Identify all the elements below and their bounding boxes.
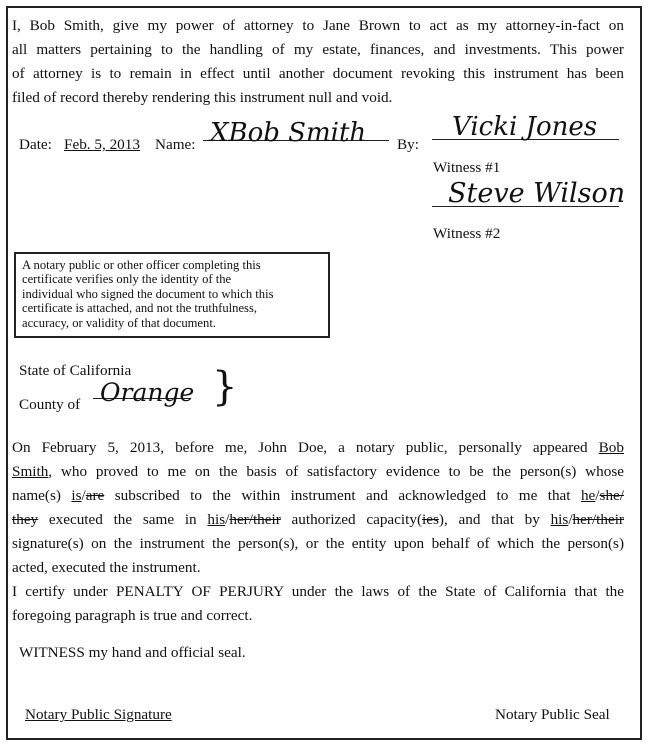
ack-slash: / <box>225 511 230 528</box>
witness1-label: Witness #1 <box>433 159 501 176</box>
intro-paragraph <box>12 14 624 110</box>
ack-she: she/ <box>599 487 624 504</box>
intro-line: I, Bob Smith, give my power of attorney to Jane Brown to act as my attorney-in-fact on <box>12 17 624 34</box>
venue-state: State of California <box>19 362 132 379</box>
ack-they: they <box>12 511 39 528</box>
ack-text: ), and that by <box>438 511 551 528</box>
ack-text: executed the same in <box>38 511 208 528</box>
date-label: Date: <box>19 136 52 153</box>
ack-text: , who proved to me on the basis of satisfactory evidence to be the person(s) whose <box>48 463 624 480</box>
notary-signature-label: Notary Public Signature <box>25 706 172 723</box>
ack-his-2: his <box>550 511 569 528</box>
certify-line: I certify under PENALTY OF PERJURY under the laws of the State of California that the <box>12 583 624 600</box>
intro-line: filed of record thereby rendering this instrument null and void. <box>12 89 393 106</box>
notice-line: individual who signed the document to which this <box>22 286 274 301</box>
ack-line: signature(s) on the instrument the person(s), or the entity upon behalf of which the person(s) <box>12 535 624 552</box>
county-label: County of <box>19 396 81 413</box>
by-label: By: <box>397 136 419 153</box>
intro-line: all matters pertaining to the handling of my estate, finances, and investments. This power <box>12 41 624 58</box>
witness1-signature: Vicki Jones <box>452 112 598 142</box>
venue-brace: } <box>212 364 238 410</box>
ack-text: On February 5, 2013, before me, John Doe, a notary public, personally appeared <box>12 439 599 456</box>
ack-her-their-2: her/their <box>572 511 624 528</box>
ack-line <box>12 460 624 484</box>
ack-his: his <box>207 511 226 528</box>
name-signature: XBob Smith <box>210 118 367 148</box>
ack-text: authorized capacity( <box>280 511 423 528</box>
ack-slash: / <box>568 511 573 528</box>
witness2-label: Witness #2 <box>433 225 501 242</box>
intro-line: of attorney is to remain in effect until another document revoking this instrument has been <box>12 65 624 82</box>
ack-are: are <box>85 487 105 504</box>
ack-her-their: her/their <box>229 511 281 528</box>
ack-name-first: Bob <box>598 439 624 456</box>
ack-line <box>12 508 624 532</box>
ack-line <box>12 484 624 508</box>
witness-hand-statement: WITNESS my hand and official seal. <box>19 644 246 661</box>
certify-paragraph <box>12 580 624 628</box>
date-value: Feb. 5, 2013 <box>64 136 140 153</box>
ack-text: name(s) <box>12 487 72 504</box>
ack-ies: ies <box>422 511 439 528</box>
notary-seal-label: Notary Public Seal <box>495 706 610 723</box>
ack-line <box>12 436 624 460</box>
ack-text: subscribed to the within instrument and acknowledged to me that <box>104 487 581 504</box>
ack-slash: / <box>595 487 600 504</box>
county-value: Orange <box>100 378 195 407</box>
notice-line: A notary public or other officer completing this <box>22 258 261 272</box>
notice-line: certificate is attached, and not the truthfulness, <box>22 301 257 316</box>
notice-line: accuracy, or validity of that document. <box>22 315 216 330</box>
witness2-signature: Steve Wilson <box>448 178 626 209</box>
ack-is: is <box>71 487 82 504</box>
ack-slash: / <box>81 487 86 504</box>
certify-line: foregoing paragraph is true and correct. <box>12 607 253 624</box>
ack-he: he <box>580 487 596 504</box>
ack-name-last: Smith <box>12 463 49 480</box>
ack-line: acted, executed the instrument. <box>12 559 201 576</box>
notary-notice-box <box>14 252 330 338</box>
notice-line: certificate verifies only the identity of the <box>22 272 232 287</box>
acknowledgement-paragraph <box>12 436 624 580</box>
name-label: Name: <box>155 136 196 153</box>
